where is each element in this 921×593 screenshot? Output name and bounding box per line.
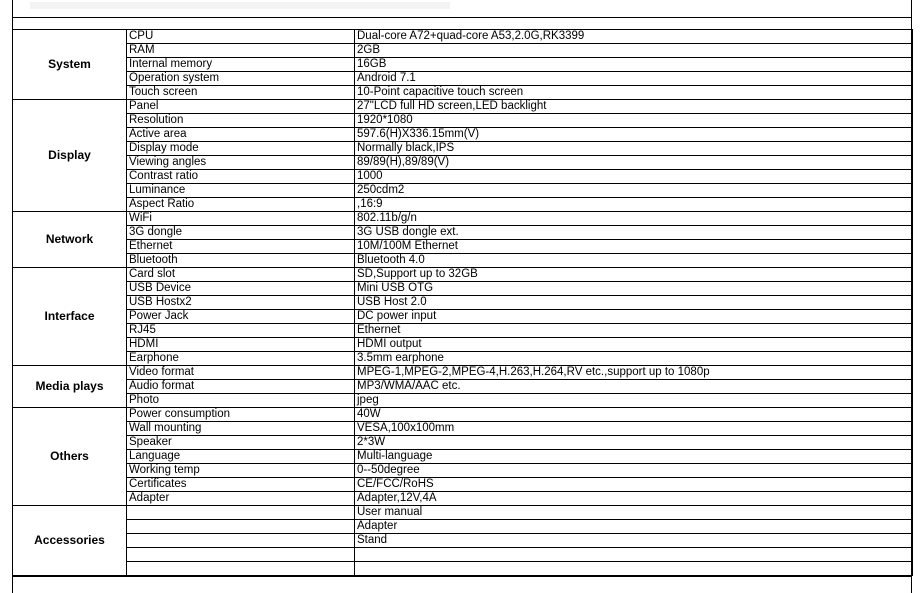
spec-row [13, 380, 913, 394]
spec-value: Normally black,IPS [355, 142, 913, 156]
spec-label: Touch screen [127, 86, 355, 100]
spec-label: Contrast ratio [127, 170, 355, 184]
spec-label: Viewing angles [127, 156, 355, 170]
spec-value: HDMI output [355, 338, 913, 352]
spec-row [13, 436, 913, 450]
spec-label: Active area [127, 128, 355, 142]
spec-value: Android 7.1 [355, 72, 913, 86]
spec-label: Card slot [127, 268, 355, 282]
spec-row [13, 296, 913, 310]
spec-label: Aspect Ratio [127, 198, 355, 212]
spec-value: 597.6(H)X336.15mm(V) [355, 128, 913, 142]
spec-row [13, 310, 913, 324]
spec-label: RJ45 [127, 324, 355, 338]
spec-value: Mini USB OTG [355, 282, 913, 296]
spec-value: 16GB [355, 58, 913, 72]
spec-label [127, 520, 355, 534]
spec-label: RAM [127, 44, 355, 58]
spec-value: SD,Support up to 32GB [355, 268, 913, 282]
spec-row [13, 394, 913, 408]
category-label: Network [13, 212, 127, 268]
spec-row [13, 114, 913, 128]
spec-label: Ethernet [127, 240, 355, 254]
spec-row [13, 520, 913, 534]
spec-row [13, 142, 913, 156]
spec-value: 10-Point capacitive touch screen [355, 86, 913, 100]
spec-label: HDMI [127, 338, 355, 352]
spec-label [127, 534, 355, 548]
spec-row [13, 422, 913, 436]
spec-label: Internal memory [127, 58, 355, 72]
spec-row [13, 282, 913, 296]
spec-row [13, 338, 913, 352]
category-label: Accessories [13, 506, 127, 576]
frame-top-line [12, 17, 912, 18]
spec-row [13, 254, 913, 268]
spec-row [13, 86, 913, 100]
spec-label: CPU [127, 30, 355, 44]
spec-row [13, 156, 913, 170]
spec-label: WiFi [127, 212, 355, 226]
spec-label: Certificates [127, 478, 355, 492]
spec-value: MPEG-1,MPEG-2,MPEG-4,H.263,H.264,RV etc.,support up to 1080p [355, 366, 913, 380]
spec-row [13, 128, 913, 142]
spec-row [13, 268, 913, 282]
spec-value: 1000 [355, 170, 913, 184]
spec-value: Ethernet [355, 324, 913, 338]
spec-row [13, 100, 913, 114]
spec-value: 250cdm2 [355, 184, 913, 198]
spec-row [13, 408, 913, 422]
spec-value [355, 562, 913, 576]
spec-label: Video format [127, 366, 355, 380]
spec-label: Display mode [127, 142, 355, 156]
spec-value: 2*3W [355, 436, 913, 450]
spec-label: Resolution [127, 114, 355, 128]
category-label: Interface [13, 268, 127, 366]
spec-label: Earphone [127, 352, 355, 366]
spec-row [13, 44, 913, 58]
spec-row [13, 198, 913, 212]
spec-label: Operation system [127, 72, 355, 86]
spec-row [13, 450, 913, 464]
spec-label [127, 562, 355, 576]
spec-label: USB Hostx2 [127, 296, 355, 310]
spec-value: User manual [355, 506, 913, 520]
spec-row [13, 58, 913, 72]
spec-value: Multi-language [355, 450, 913, 464]
category-label: Display [13, 100, 127, 212]
spec-value: 40W [355, 408, 913, 422]
spec-value: Adapter,12V,4A [355, 492, 913, 506]
spec-label: Wall mounting [127, 422, 355, 436]
spec-value: 27"LCD full HD screen,LED backlight [355, 100, 913, 114]
spec-row [13, 506, 913, 520]
spec-row [13, 562, 913, 576]
spec-row [13, 226, 913, 240]
spec-value: MP3/WMA/AAC etc. [355, 380, 913, 394]
spec-row [13, 534, 913, 548]
spec-value: Bluetooth 4.0 [355, 254, 913, 268]
spec-row [13, 464, 913, 478]
spec-label: Language [127, 450, 355, 464]
spec-label: Panel [127, 100, 355, 114]
spec-value: 3G USB dongle ext. [355, 226, 913, 240]
category-label: Media plays [13, 366, 127, 408]
spec-value: ,16:9 [355, 198, 913, 212]
spec-row [13, 184, 913, 198]
spec-value: 1920*1080 [355, 114, 913, 128]
spec-value: 89/89(H),89/89(V) [355, 156, 913, 170]
spec-row [13, 170, 913, 184]
spec-value: CE/FCC/RoHS [355, 478, 913, 492]
spec-label: Audio format [127, 380, 355, 394]
frame-bottom-line [12, 576, 912, 577]
spec-label: Luminance [127, 184, 355, 198]
spec-value: DC power input [355, 310, 913, 324]
spec-label: USB Device [127, 282, 355, 296]
spec-value: 3.5mm earphone [355, 352, 913, 366]
category-label: System [13, 30, 127, 100]
spec-label: Power consumption [127, 408, 355, 422]
top-strip [30, 2, 450, 9]
spec-label [127, 506, 355, 520]
spec-row [13, 366, 913, 380]
spec-row [13, 30, 913, 44]
category-label: Others [13, 408, 127, 506]
spec-label: Adapter [127, 492, 355, 506]
spec-row [13, 548, 913, 562]
spec-value: Adapter [355, 520, 913, 534]
spec-row [13, 240, 913, 254]
spec-table [12, 29, 913, 576]
spec-value: Stand [355, 534, 913, 548]
spec-row [13, 212, 913, 226]
spec-value: USB Host 2.0 [355, 296, 913, 310]
spec-label: Bluetooth [127, 254, 355, 268]
spec-row [13, 352, 913, 366]
spec-label [127, 548, 355, 562]
spec-label: Power Jack [127, 310, 355, 324]
spec-label: Photo [127, 394, 355, 408]
spec-value: 802.11b/g/n [355, 212, 913, 226]
spec-label: 3G dongle [127, 226, 355, 240]
spec-value: 0--50degree [355, 464, 913, 478]
spec-row [13, 72, 913, 86]
spec-row [13, 324, 913, 338]
spec-row [13, 478, 913, 492]
spec-table-body [13, 30, 913, 576]
spec-value [355, 548, 913, 562]
spec-row [13, 492, 913, 506]
spec-value: jpeg [355, 394, 913, 408]
spec-value: 2GB [355, 44, 913, 58]
spec-label: Speaker [127, 436, 355, 450]
spec-value: VESA,100x100mm [355, 422, 913, 436]
spec-label: Working temp [127, 464, 355, 478]
spec-value: Dual-core A72+quad-core A53,2.0G,RK3399 [355, 30, 913, 44]
spec-value: 10M/100M Ethernet [355, 240, 913, 254]
